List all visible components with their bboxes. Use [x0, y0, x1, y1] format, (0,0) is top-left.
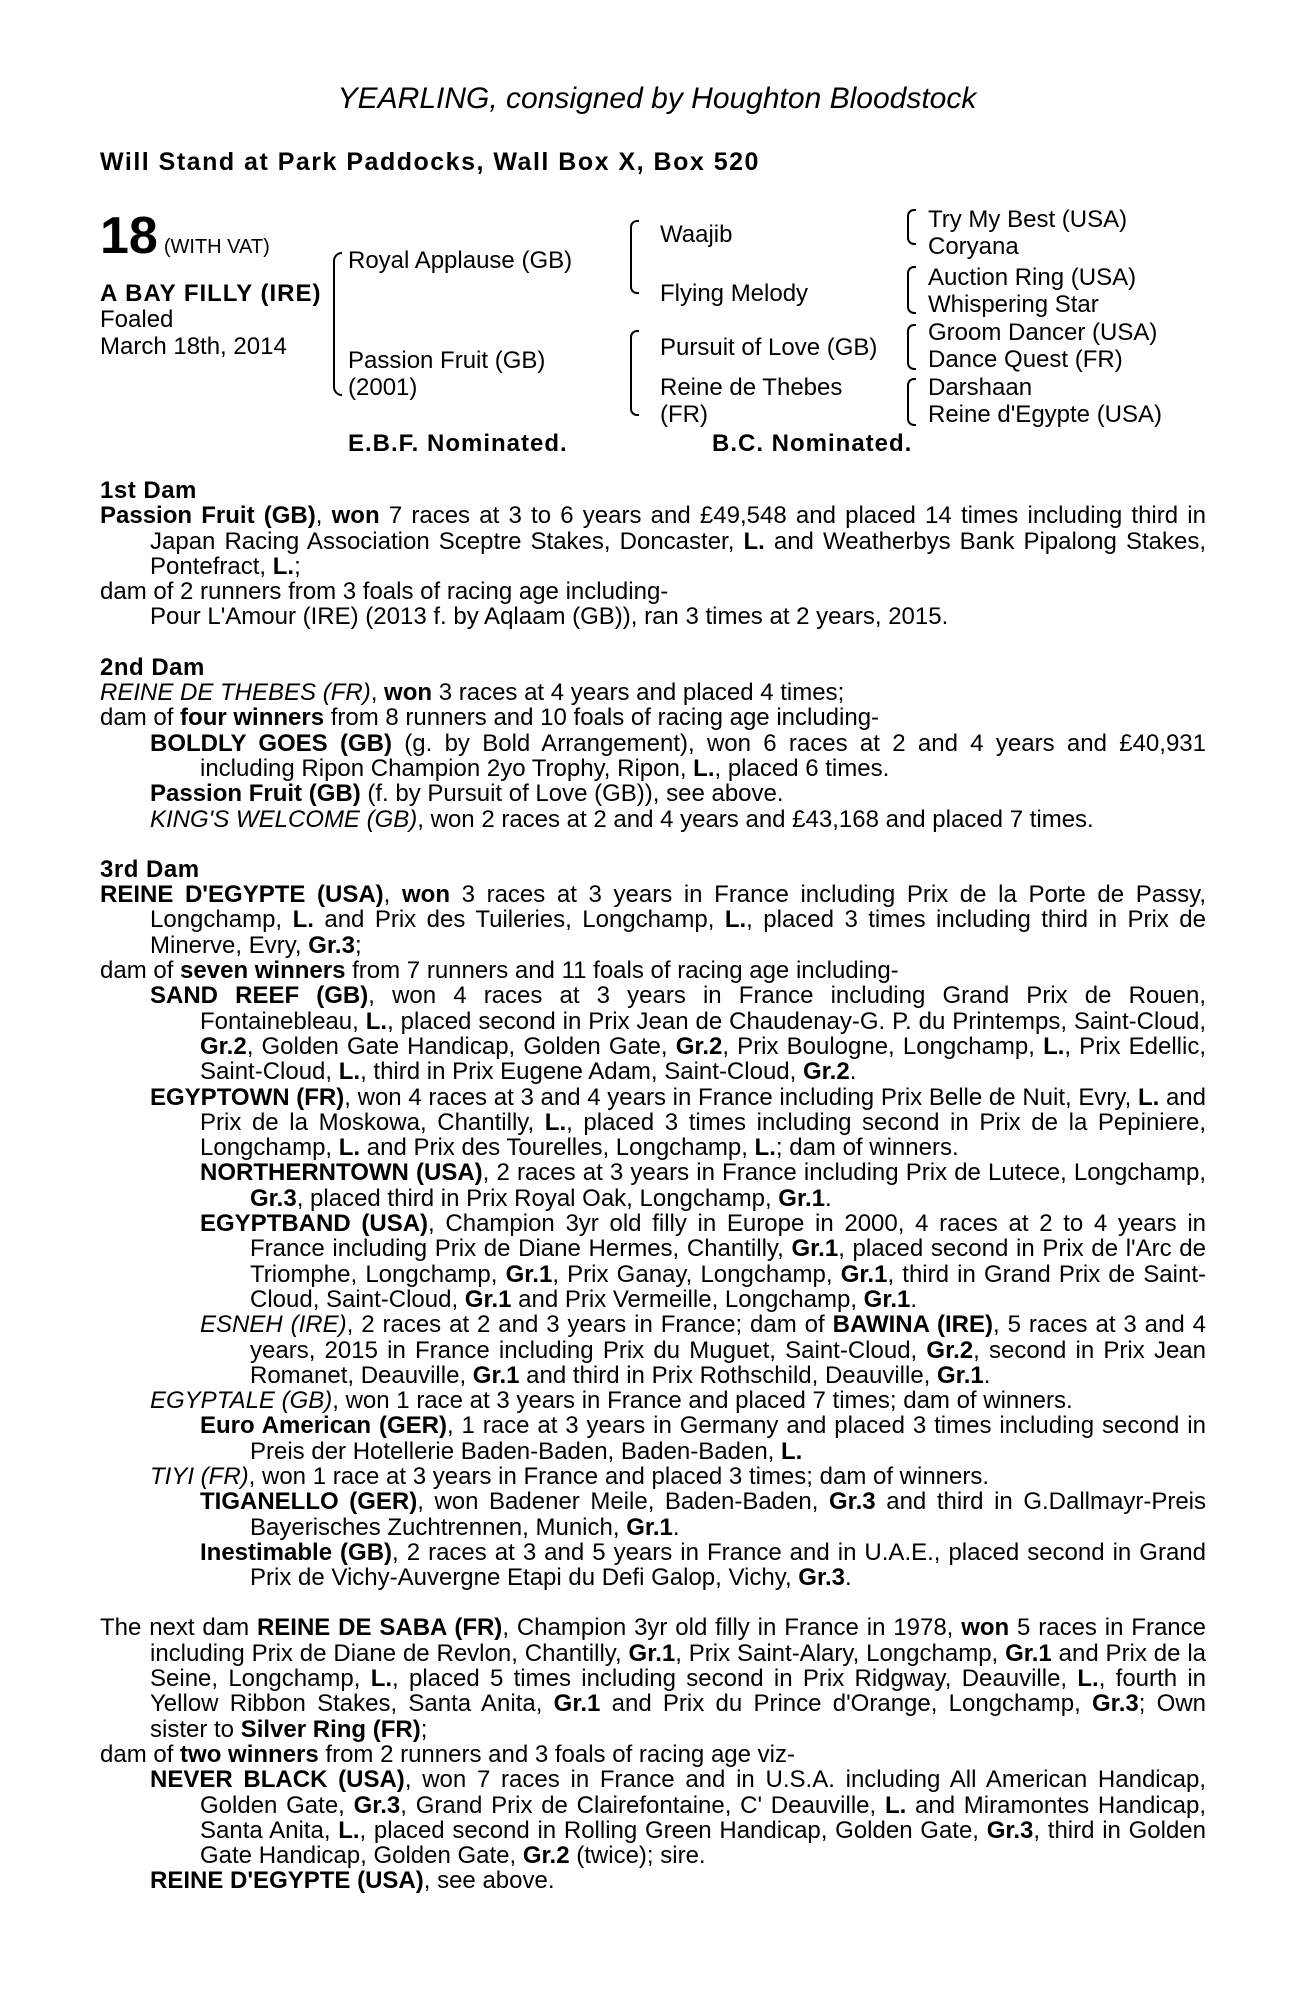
sire-dam-name: Flying Melody: [660, 280, 809, 307]
pedigree-brace-sire: [630, 220, 639, 294]
sire-name: Royal Applause (GB): [348, 247, 573, 274]
pedigree-brace-4: [907, 378, 916, 426]
pedigree-dsd: Dance Quest (FR): [928, 346, 1123, 373]
third-dam-produce-intro: dam of seven winners from 7 runners and 11 foals of racing age including-: [100, 957, 899, 985]
produce-never-black: NEVER BLACK (USA), won 7 races in France and in U.S.A. including All American Handicap, Golden Gate, Gr.3, Grand Prix de Clairefontaine, C' Deauville, L. and Miramontes Handicap, Santa Anita, L., placed second in Rolling Green Handicap, Golden Gate, Gr.3, third in Golden Gate Handicap, Golden Gate, Gr.2 (twice); sire.: [150, 1766, 1207, 1870]
lot-number: 18: [100, 207, 158, 265]
pedigree-brace-2: [907, 266, 916, 314]
foaled-label: Foaled: [100, 306, 174, 333]
first-dam-heading: 1st Dam: [100, 477, 197, 504]
page-heading: YEARLING, consigned by Houghton Bloodstock: [337, 82, 977, 115]
pedigree-dss: Groom Dancer (USA): [928, 319, 1158, 346]
produce-inestimable: Inestimable (GB), 2 races at 3 and 5 years in France and in U.A.E., placed second in Grand Prix de Vichy-Auvergne Etapi du Defi Galop, Vichy, Gr.3.: [200, 1538, 1206, 1592]
dam-year: (2001): [348, 374, 418, 401]
pedigree-ssd: Coryana: [928, 233, 1019, 260]
produce-esneh: ESNEH (IRE), 2 races at 2 and 3 years in France; dam of BAWINA (IRE), 5 races at 3 and 4 years, 2015 in France including Prix du Muguet, Saint-Cloud, Gr.2, second in Prix Jean Romanet, Deauville, Gr.1 and third in Prix Rothschild, Deauville, Gr.1.: [200, 1311, 1207, 1389]
third-dam-heading: 3rd Dam: [100, 855, 200, 883]
produce-tiganello: TIGANELLO (GER), won Badener Meile, Baden-Baden, Gr.3 and third in G.Dallmayr-Preis Bayerisches Zuchtrennen, Munich, Gr.1.: [200, 1488, 1207, 1541]
produce-passion-fruit: Passion Fruit (GB) (f. by Pursuit of Love (GB)), see above.: [150, 780, 784, 808]
pedigree-brace-main: [333, 252, 342, 396]
second-dam-heading: 2nd Dam: [100, 653, 205, 681]
produce-egyptown: EGYPTOWN (FR), won 4 races at 3 and 4 years in France including Prix Belle de Nuit, Evry, L. and Prix de la Moskowa, Chantilly, L., placed 3 times including second in Prix de la Pepiniere, Longchamp, L. and Prix des Tourelles, Longchamp, L.; dam of winners.: [150, 1083, 1207, 1162]
produce-reine-degypte: REINE D'EGYPTE (USA), see above.: [150, 1867, 555, 1895]
pedigree-sdd: Whispering Star: [928, 291, 1099, 318]
vat-note: (WITH VAT): [163, 236, 270, 258]
pedigree-brace-dam: [630, 330, 639, 416]
produce-northerntown: NORTHERNTOWN (USA), 2 races at 3 years in France including Prix de Lutece, Longchamp, Gr.3, placed third in Prix Royal Oak, Longchamp, Gr.1.: [200, 1159, 1206, 1212]
produce-euro-american: Euro American (GER), 1 race at 3 years in Germany and placed 3 times including second in Preis der Hotellerie Baden-Baden, Baden-Baden, L.: [200, 1412, 1206, 1465]
pedigree-sds: Auction Ring (USA): [928, 264, 1137, 291]
dam-name: Passion Fruit (GB): [348, 347, 546, 374]
produce-egyptband: EGYPTBAND (USA), Champion 3yr old filly in Europe in 2000, 4 races at 2 to 4 years in France including Prix de Diane Hermes, Chantilly, Gr.1, placed second in Prix de l'Arc de Triomphe, Longchamp, Gr.1, Prix Ganay, Longchamp, Gr.1, third in Grand Prix de Saint-Cloud, Saint-Cloud, Gr.1 and Prix Vermeille, Longchamp, Gr.1.: [200, 1210, 1206, 1313]
sire-sire-name: Waajib: [660, 221, 733, 248]
dam-dam-suffix: (FR): [660, 401, 708, 428]
catalogue-body: [100, 478, 1206, 1894]
second-dam-paragraph: REINE DE THEBES (FR), won 3 races at 4 years and placed 4 times;: [100, 679, 845, 707]
first-dam-paragraph: Passion Fruit (GB), won 7 races at 3 to 6 years and £49,548 and placed 14 times including third in Japan Racing Association Sceptre Stakes, Doncaster, L. and Weatherbys Bank Pipalong Stakes, Pontefract, L.;: [100, 502, 1206, 580]
produce-sand-reef: SAND REEF (GB), won 4 races at 3 years in France including Grand Prix de Rouen, Fontainebleau, L., placed second in Prix Jean de Chaudenay-G. P. du Printemps, Saint-Cloud, Gr.2, Golden Gate Handicap, Golden Gate, Gr.2, Prix Boulogne, Longchamp, L., Prix Edellic, Saint-Cloud, L., third in Prix Eugene Adam, Saint-Cloud, Gr.2.: [150, 982, 1206, 1086]
produce-tiyi: TIYI (FR), won 1 race at 3 years in France and placed 3 times; dam of winners.: [150, 1462, 990, 1490]
stand-location: Will Stand at Park Paddocks, Wall Box X, Box 520: [100, 148, 760, 176]
third-dam-paragraph: REINE D'EGYPTE (USA), won 3 races at 3 years in France including Prix de la Porte de Passy, Longchamp, L. and Prix des Tuileries, Longchamp, L., placed 3 times including third in Prix de Minerve, Evry, Gr.3;: [100, 881, 1206, 959]
bc-nominated: B.C. Nominated.: [712, 430, 913, 457]
foaled-date: March 18th, 2014: [100, 333, 287, 360]
lot-number-block: [100, 206, 270, 266]
produce-boldly-goes: BOLDLY GOES (GB) (g. by Bold Arrangement), won 6 races at 2 and 4 years and £40,931 including Ripon Champion 2yo Trophy, Ripon, L., placed 6 times.: [150, 729, 1206, 782]
produce-kings-welcome: KING'S WELCOME (GB), won 2 races at 2 and 4 years and £43,168 and placed 7 times.: [150, 805, 1094, 833]
next-dam-paragraph: The next dam REINE DE SABA (FR), Champion 3yr old filly in France in 1978, won 5 races in France including Prix de Diane de Revlon, Chantilly, Gr.1, Prix Saint-Alary, Longchamp, Gr.1 and Prix de la Seine, Longchamp, L., placed 5 times including second in Prix Ridgway, Deauville, L., fourth in Yellow Ribbon Stakes, Santa Anita, Gr.1 and Prix du Prince d'Orange, Longchamp, Gr.3; Own sister to Silver Ring (FR);: [100, 1614, 1207, 1743]
first-dam-produce-intro: dam of 2 runners from 3 foals of racing age including-: [100, 578, 669, 606]
dam-sire-name: Pursuit of Love (GB): [660, 334, 878, 361]
pedigree-ddd: Reine d'Egypte (USA): [928, 401, 1163, 428]
pedigree-dds: Darshaan: [928, 374, 1033, 401]
pedigree-sss: Try My Best (USA): [928, 206, 1128, 233]
first-dam-foal: Pour L'Amour (IRE) (2013 f. by Aqlaam (GB)), ran 3 times at 2 years, 2015.: [150, 603, 949, 631]
ebf-nominated: E.B.F. Nominated.: [348, 430, 568, 457]
produce-egyptale: EGYPTALE (GB), won 1 race at 3 years in France and placed 7 times; dam of winners.: [150, 1387, 1073, 1415]
pedigree-brace-1: [907, 209, 916, 245]
lot-name: A BAY FILLY (IRE): [100, 280, 322, 307]
second-dam-produce-intro: dam of four winners from 8 runners and 10 foals of racing age including-: [100, 704, 880, 732]
pedigree-brace-3: [907, 324, 916, 370]
next-dam-produce-intro: dam of two winners from 2 runners and 3 foals of racing age viz-: [100, 1740, 795, 1768]
dam-dam-name: Reine de Thebes: [660, 374, 843, 401]
